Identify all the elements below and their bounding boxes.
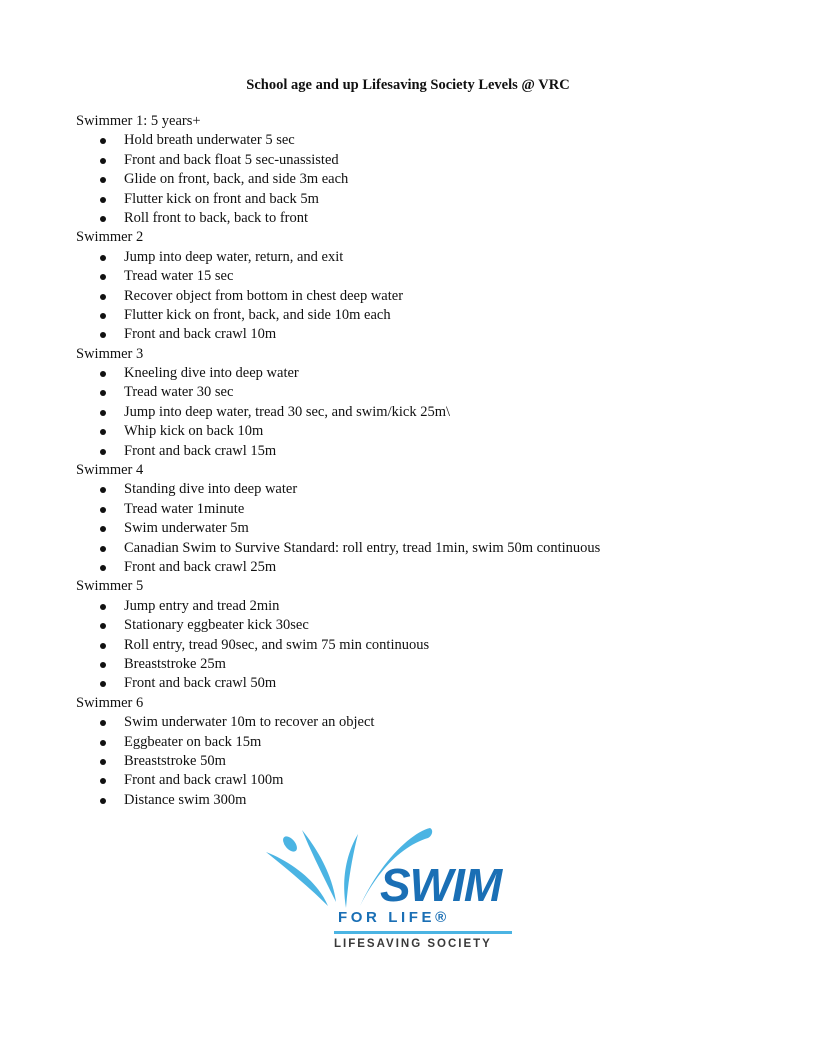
skill-item bbox=[76, 403, 756, 422]
bullet-icon bbox=[100, 332, 106, 338]
bullet-icon bbox=[100, 313, 106, 319]
bullet-icon bbox=[100, 197, 106, 203]
skill-item bbox=[76, 248, 756, 267]
bullet-icon bbox=[100, 294, 106, 300]
skill-list bbox=[76, 248, 756, 345]
skill-text: Recover object from bottom in chest deep water bbox=[124, 287, 404, 304]
skill-list bbox=[76, 480, 756, 577]
skill-item bbox=[76, 655, 756, 674]
skill-item bbox=[76, 267, 756, 286]
skill-text: Kneeling dive into deep water bbox=[124, 365, 299, 382]
skill-item bbox=[76, 190, 756, 209]
bullet-icon bbox=[100, 623, 106, 629]
skill-text: Glide on front, back, and side 3m each bbox=[124, 171, 349, 188]
bullet-icon bbox=[100, 507, 106, 513]
skill-item bbox=[76, 733, 756, 752]
level-heading: Swimmer 4 bbox=[76, 462, 144, 479]
skill-item bbox=[76, 636, 756, 655]
skill-text: Jump into deep water, return, and exit bbox=[124, 248, 344, 265]
bullet-icon bbox=[100, 487, 106, 493]
skill-item bbox=[76, 713, 756, 732]
skill-text: Eggbeater on back 15m bbox=[124, 733, 262, 750]
skill-item bbox=[76, 364, 756, 383]
bullet-icon bbox=[100, 643, 106, 649]
bullet-icon bbox=[100, 546, 106, 552]
skill-text: Swim underwater 10m to recover an object bbox=[124, 714, 375, 731]
bullet-icon bbox=[100, 158, 106, 164]
skill-item bbox=[76, 480, 756, 499]
skill-text: Front and back crawl 25m bbox=[124, 558, 277, 575]
bullet-icon bbox=[100, 759, 106, 765]
skill-item bbox=[76, 597, 756, 616]
skill-text: Front and back crawl 100m bbox=[124, 772, 284, 789]
bullet-icon bbox=[100, 138, 106, 144]
level-heading: Swimmer 6 bbox=[76, 694, 144, 711]
skill-text: Hold breath underwater 5 sec bbox=[124, 132, 295, 149]
bullet-icon bbox=[100, 255, 106, 261]
skill-item bbox=[76, 519, 756, 538]
skill-item bbox=[76, 287, 756, 306]
skill-item bbox=[76, 306, 756, 325]
bullet-icon bbox=[100, 410, 106, 416]
skill-text: Jump entry and tread 2min bbox=[124, 597, 280, 614]
skill-item bbox=[76, 131, 756, 150]
skill-text: Tread water 15 sec bbox=[124, 268, 234, 285]
skill-text: Breaststroke 25m bbox=[124, 655, 226, 672]
bullet-icon bbox=[100, 740, 106, 746]
skill-text: Stationary eggbeater kick 30sec bbox=[124, 617, 309, 634]
skill-text: Jump into deep water, tread 30 sec, and swim/kick 25m\ bbox=[124, 403, 450, 420]
skill-text: Standing dive into deep water bbox=[124, 481, 298, 498]
bullet-icon bbox=[100, 778, 106, 784]
skill-text: Flutter kick on front, back, and side 10m each bbox=[124, 306, 391, 323]
logo-wordmark-swim: SWIM bbox=[380, 859, 502, 911]
skill-text: Roll front to back, back to front bbox=[124, 209, 309, 226]
skill-item bbox=[76, 383, 756, 402]
skill-text: Front and back crawl 15m bbox=[124, 442, 277, 459]
skill-item bbox=[76, 539, 756, 558]
bullet-icon bbox=[100, 526, 106, 532]
skill-text: Tread water 1minute bbox=[124, 500, 245, 517]
document-title: School age and up Lifesaving Society Levels @ VRC bbox=[246, 77, 570, 93]
skill-list bbox=[76, 364, 756, 461]
skill-item bbox=[76, 151, 756, 170]
bullet-icon bbox=[100, 662, 106, 668]
skill-text: Tread water 30 sec bbox=[124, 384, 234, 401]
skill-item bbox=[76, 752, 756, 771]
bullet-icon bbox=[100, 798, 106, 804]
skill-text: Front and back crawl 50m bbox=[124, 675, 277, 692]
bullet-icon bbox=[100, 449, 106, 455]
skill-item bbox=[76, 442, 756, 461]
skill-list bbox=[76, 713, 756, 810]
skill-item bbox=[76, 422, 756, 441]
bullet-icon bbox=[100, 371, 106, 377]
skill-item bbox=[76, 325, 756, 344]
skill-item bbox=[76, 170, 756, 189]
skill-text: Front and back float 5 sec-unassisted bbox=[124, 151, 339, 168]
bullet-icon bbox=[100, 274, 106, 280]
bullet-icon bbox=[100, 216, 106, 222]
skill-text: Front and back crawl 10m bbox=[124, 326, 277, 343]
bullet-icon bbox=[100, 390, 106, 396]
levels-list bbox=[76, 112, 756, 810]
bullet-icon bbox=[100, 604, 106, 610]
skill-item bbox=[76, 791, 756, 810]
level-heading: Swimmer 1: 5 years+ bbox=[76, 113, 201, 129]
bullet-icon bbox=[100, 429, 106, 435]
skill-item bbox=[76, 209, 756, 228]
skill-item bbox=[76, 558, 756, 577]
logo-wordmark-for-life: FOR LIFE® bbox=[338, 909, 450, 926]
skill-text: Roll entry, tread 90sec, and swim 75 min continuous bbox=[124, 636, 430, 653]
skill-item bbox=[76, 500, 756, 519]
skill-list bbox=[76, 597, 756, 694]
skill-list bbox=[76, 131, 756, 228]
level-heading: Swimmer 3 bbox=[76, 345, 144, 362]
skill-text: Swim underwater 5m bbox=[124, 520, 249, 537]
swim-for-life-logo bbox=[262, 822, 522, 958]
level-heading: Swimmer 5 bbox=[76, 578, 144, 595]
skill-text: Flutter kick on front and back 5m bbox=[124, 190, 319, 207]
bullet-icon bbox=[100, 177, 106, 183]
skill-text: Distance swim 300m bbox=[124, 791, 247, 808]
skill-text: Breaststroke 50m bbox=[124, 752, 226, 769]
logo-organization-name: LIFESAVING SOCIETY bbox=[334, 938, 492, 950]
skill-item bbox=[76, 616, 756, 635]
skill-item bbox=[76, 771, 756, 790]
bullet-icon bbox=[100, 681, 106, 687]
logo-divider bbox=[334, 931, 512, 934]
bullet-icon bbox=[100, 720, 106, 726]
bullet-icon bbox=[100, 565, 106, 571]
skill-item bbox=[76, 674, 756, 693]
skill-text: Canadian Swim to Survive Standard: roll entry, tread 1min, swim 50m continuous bbox=[124, 539, 601, 556]
skill-text: Whip kick on back 10m bbox=[124, 423, 264, 440]
level-heading: Swimmer 2 bbox=[76, 229, 144, 246]
